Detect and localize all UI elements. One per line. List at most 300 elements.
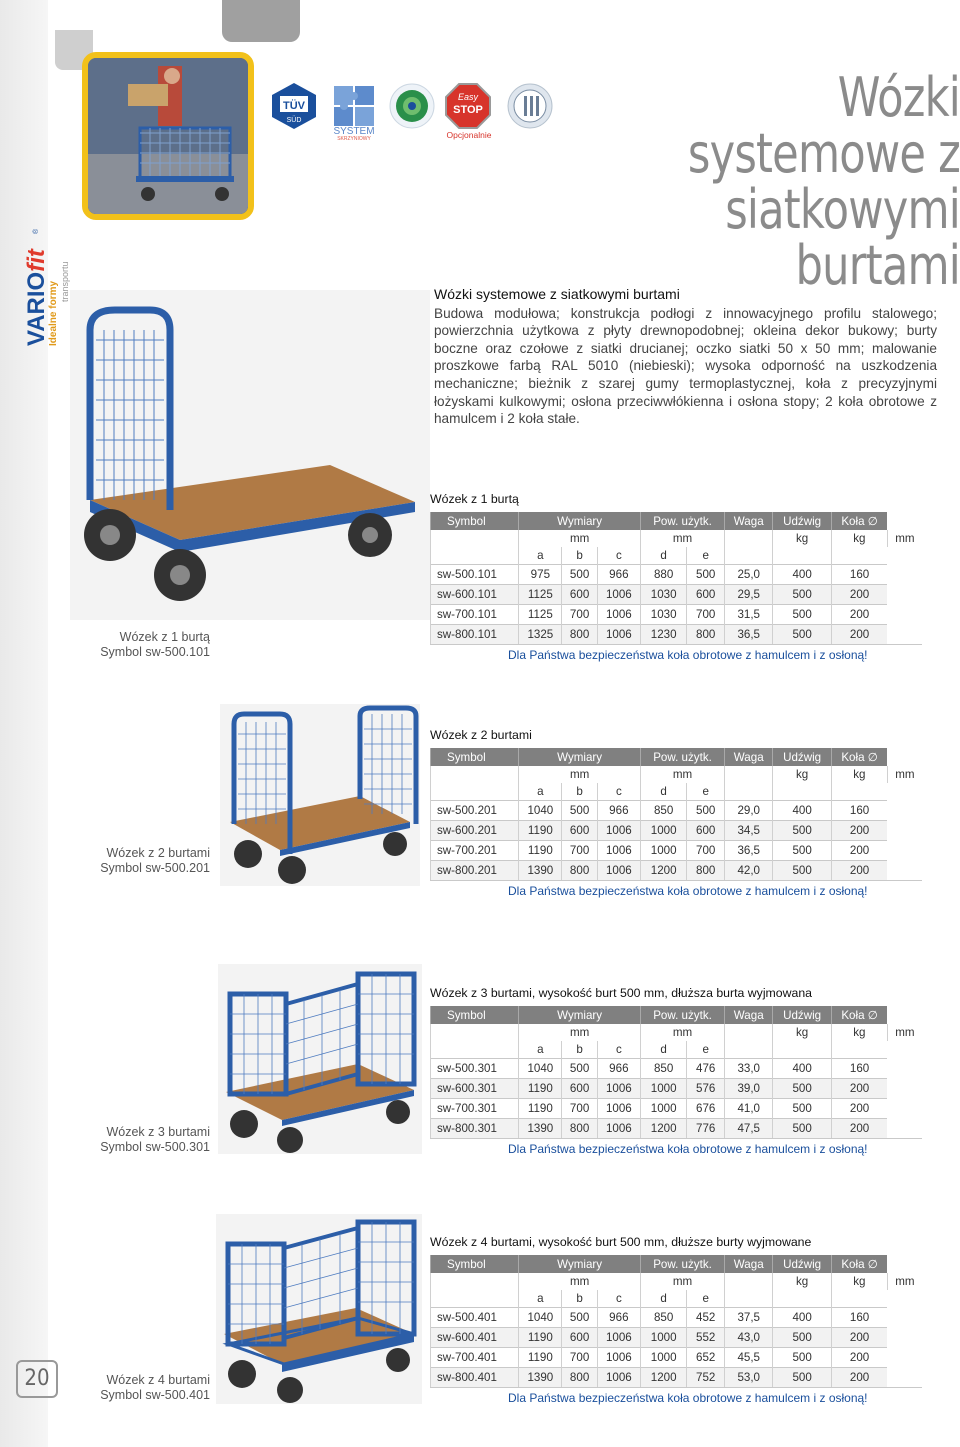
dimension-letter-cell: a xyxy=(519,783,562,801)
table-row xyxy=(431,1368,923,1388)
dimension-letter-cell: e xyxy=(687,547,725,565)
table-cell: 600 xyxy=(562,1079,597,1099)
column-header: Waga xyxy=(725,512,773,530)
unit-cell: mm xyxy=(519,1273,641,1290)
column-header: Symbol xyxy=(431,512,519,530)
table-cell: 600 xyxy=(562,1328,597,1348)
spec-table-4 xyxy=(430,1235,922,1408)
dimension-letter-cell: e xyxy=(687,1041,725,1059)
column-header: Koła ∅ xyxy=(831,748,887,766)
decorative-tab xyxy=(222,0,300,42)
unit-cell xyxy=(431,766,519,783)
tuv-sud-badge-icon xyxy=(270,82,318,130)
easy-stop-brake-icon xyxy=(444,82,492,130)
table-cell: 31,5 xyxy=(725,605,773,625)
table-cell: 500 xyxy=(773,585,831,605)
table-cell: sw-800.201 xyxy=(431,861,519,881)
puzzle-system-icon xyxy=(330,82,378,130)
dimension-letter-cell: a xyxy=(519,1290,562,1308)
table-cell: 1040 xyxy=(519,1059,562,1079)
table-cell: 1190 xyxy=(519,1099,562,1119)
table-cell: 200 xyxy=(831,861,887,881)
table-cell: 850 xyxy=(640,1059,686,1079)
column-header: Wymiary xyxy=(519,1255,641,1273)
dimension-letter-cell: e xyxy=(687,1290,725,1308)
spec-table-2 xyxy=(430,728,922,901)
table-cell: 700 xyxy=(562,605,597,625)
table-cell: 600 xyxy=(687,585,725,605)
table-cell: 966 xyxy=(597,1059,640,1079)
safety-note: Dla Państwa bezpieczeństwa koła obrotowe z hamulcem i z osłoną! xyxy=(430,1138,922,1159)
table-cell: 676 xyxy=(687,1099,725,1119)
unit-cell: mm xyxy=(887,766,922,783)
column-header: Symbol xyxy=(431,1006,519,1024)
table-cell: 1006 xyxy=(597,1119,640,1139)
column-header: Udźwig xyxy=(773,748,831,766)
table-cell: 1000 xyxy=(640,1348,686,1368)
column-header: Koła ∅ xyxy=(831,1255,887,1273)
dimension-letter-cell: c xyxy=(597,547,640,565)
table-cell: 600 xyxy=(562,585,597,605)
table-header-row xyxy=(431,1255,923,1273)
cart-1-panel-image xyxy=(70,290,430,620)
table-row xyxy=(431,565,923,585)
unit-cell xyxy=(725,1024,773,1041)
table-cell: sw-700.301 xyxy=(431,1099,519,1119)
table-cell: 500 xyxy=(562,1059,597,1079)
dimension-letter-cell: a xyxy=(519,1041,562,1059)
column-header: Udźwig xyxy=(773,1255,831,1273)
table-cell: 966 xyxy=(597,1308,640,1328)
table-cell: 160 xyxy=(831,1059,887,1079)
dimension-letter-cell xyxy=(725,783,773,801)
page-title: Wózki systemowe z siatkowymi burtami xyxy=(687,66,960,297)
table-cell: sw-800.301 xyxy=(431,1119,519,1139)
dimension-letter-cell xyxy=(431,1041,519,1059)
dimension-letter-cell: b xyxy=(562,1290,597,1308)
table-cell: 500 xyxy=(773,1119,831,1139)
table-cell: 1200 xyxy=(640,861,686,881)
unit-cell xyxy=(431,530,519,547)
table-cell: 200 xyxy=(831,625,887,645)
table-row xyxy=(431,605,923,625)
dimension-letter-cell xyxy=(725,1041,773,1059)
table-cell: 1006 xyxy=(597,1079,640,1099)
table-cell: 452 xyxy=(687,1308,725,1328)
table-cell: 200 xyxy=(831,841,887,861)
dimension-letters-row xyxy=(431,547,923,565)
spec-table xyxy=(430,1006,922,1138)
brand-tagline-bold: Idealne formy xyxy=(48,280,59,346)
cart-2-panels-image xyxy=(220,704,420,886)
optional-label: Opcjonalnie xyxy=(446,130,492,140)
table-cell: 1125 xyxy=(519,585,562,605)
table-cell: sw-600.401 xyxy=(431,1328,519,1348)
unit-cell xyxy=(431,1024,519,1041)
table-header-row xyxy=(431,748,923,766)
table-cell: 1006 xyxy=(597,821,640,841)
table-cell: 1006 xyxy=(597,861,640,881)
units-row xyxy=(431,766,923,783)
table-cell: 36,5 xyxy=(725,625,773,645)
table-cell: 500 xyxy=(773,1328,831,1348)
table-cell: 500 xyxy=(773,861,831,881)
unit-cell xyxy=(725,766,773,783)
dimension-letter-cell xyxy=(773,547,831,565)
dimension-letter-cell xyxy=(431,547,519,565)
table-cell: 29,0 xyxy=(725,801,773,821)
table-cell: sw-600.201 xyxy=(431,821,519,841)
table-cell: 800 xyxy=(687,861,725,881)
table-cell: 500 xyxy=(773,1368,831,1388)
table-cell: 975 xyxy=(519,565,562,585)
cart-3-caption: Wózek z 3 burtami Symbol sw-500.301 xyxy=(100,1125,210,1154)
dimension-letter-cell: c xyxy=(597,1041,640,1059)
spec-table-1 xyxy=(430,492,922,665)
spec-table-3 xyxy=(430,986,922,1159)
table-cell: 500 xyxy=(773,841,831,861)
table-cell: 1190 xyxy=(519,1328,562,1348)
table-cell: 1030 xyxy=(640,585,686,605)
units-row xyxy=(431,530,923,547)
table-cell: sw-800.401 xyxy=(431,1368,519,1388)
column-header: Waga xyxy=(725,1006,773,1024)
column-header: Udźwig xyxy=(773,1006,831,1024)
dimension-letter-cell: b xyxy=(562,1041,597,1059)
unit-cell: mm xyxy=(640,1273,724,1290)
unit-cell: mm xyxy=(887,1024,922,1041)
svg-text:SÜD: SÜD xyxy=(286,117,302,124)
table-cell: 1200 xyxy=(640,1368,686,1388)
table-cell: 700 xyxy=(562,1348,597,1368)
table-title: Wózek z 4 burtami, wysokość burt 500 mm, dłuższe burty wyjmowane xyxy=(430,1235,812,1249)
table-cell: 1190 xyxy=(519,1079,562,1099)
wheel-tread-icon xyxy=(388,82,436,130)
table-cell: 1006 xyxy=(597,1099,640,1119)
column-header: Wymiary xyxy=(519,512,641,530)
table-cell: 850 xyxy=(640,801,686,821)
unit-cell: mm xyxy=(640,766,724,783)
spec-table xyxy=(430,512,922,644)
cart-4-panels-image xyxy=(216,1214,422,1404)
table-cell: sw-600.101 xyxy=(431,585,519,605)
units-row xyxy=(431,1024,923,1041)
table-cell: 36,5 xyxy=(725,841,773,861)
table-cell: 500 xyxy=(687,801,725,821)
column-header: Pow. użytk. xyxy=(640,1255,724,1273)
svg-text:Easy: Easy xyxy=(457,92,479,102)
table-cell: 1230 xyxy=(640,625,686,645)
table-cell: 1190 xyxy=(519,1348,562,1368)
column-header: Pow. użytk. xyxy=(640,1006,724,1024)
table-cell: 45,5 xyxy=(725,1348,773,1368)
table-cell: 500 xyxy=(773,1099,831,1119)
cart-4-caption: Wózek z 4 burtami Symbol sw-500.401 xyxy=(100,1373,210,1402)
table-cell: 1006 xyxy=(597,625,640,645)
dimension-letter-cell: e xyxy=(687,783,725,801)
table-cell: 25,0 xyxy=(725,565,773,585)
units-row xyxy=(431,1273,923,1290)
table-cell: 776 xyxy=(687,1119,725,1139)
table-cell: 552 xyxy=(687,1328,725,1348)
table-cell: 500 xyxy=(773,1079,831,1099)
column-header: Symbol xyxy=(431,748,519,766)
brand-name: VARIOfit xyxy=(23,249,50,346)
dimension-letter-cell xyxy=(773,1041,831,1059)
unit-cell: kg xyxy=(773,1024,831,1041)
table-cell: 500 xyxy=(773,1348,831,1368)
table-cell: 800 xyxy=(562,1119,597,1139)
dimension-letters-row xyxy=(431,1041,923,1059)
table-cell: 200 xyxy=(831,1368,887,1388)
dimension-letter-cell xyxy=(725,547,773,565)
table-cell: 880 xyxy=(640,565,686,585)
table-cell: 200 xyxy=(831,1119,887,1139)
table-cell: 500 xyxy=(562,565,597,585)
dimension-letter-cell xyxy=(831,783,887,801)
table-cell: 47,5 xyxy=(725,1119,773,1139)
dimension-letter-cell xyxy=(431,783,519,801)
table-cell: 200 xyxy=(831,1099,887,1119)
table-cell: 400 xyxy=(773,565,831,585)
table-cell: 600 xyxy=(687,821,725,841)
table-row xyxy=(431,1099,923,1119)
dimension-letter-cell: a xyxy=(519,547,562,565)
cart-1-caption: Wózek z 1 burtą Symbol sw-500.101 xyxy=(100,630,210,659)
dimension-letters-row xyxy=(431,783,923,801)
table-cell: 1030 xyxy=(640,605,686,625)
table-cell: 800 xyxy=(687,625,725,645)
table-cell: 500 xyxy=(773,625,831,645)
table-row xyxy=(431,1079,923,1099)
table-cell: 1000 xyxy=(640,1079,686,1099)
table-cell: 33,0 xyxy=(725,1059,773,1079)
unit-cell: kg xyxy=(831,530,887,547)
table-cell: 200 xyxy=(831,821,887,841)
table-cell: 1390 xyxy=(519,1368,562,1388)
table-cell: 800 xyxy=(562,625,597,645)
table-cell: 1006 xyxy=(597,1348,640,1368)
table-cell: 37,5 xyxy=(725,1308,773,1328)
unit-cell: kg xyxy=(773,766,831,783)
unit-cell: kg xyxy=(831,766,887,783)
unit-cell xyxy=(725,1273,773,1290)
unit-cell: mm xyxy=(519,1024,641,1041)
table-title: Wózek z 1 burtą xyxy=(430,492,519,506)
dimension-letter-cell xyxy=(431,1290,519,1308)
svg-text:STOP: STOP xyxy=(453,104,483,116)
table-cell: 1000 xyxy=(640,1328,686,1348)
column-header: Wymiary xyxy=(519,1006,641,1024)
intro-title: Wózki systemowe z siatkowymi burtami xyxy=(434,286,680,302)
table-cell: 1390 xyxy=(519,1119,562,1139)
column-header: Waga xyxy=(725,748,773,766)
dimension-letter-cell: c xyxy=(597,1290,640,1308)
column-header: Pow. użytk. xyxy=(640,512,724,530)
table-cell: 34,5 xyxy=(725,821,773,841)
table-cell: 700 xyxy=(562,841,597,861)
unit-cell xyxy=(725,530,773,547)
column-header: Waga xyxy=(725,1255,773,1273)
table-cell: 200 xyxy=(831,1348,887,1368)
table-cell: sw-700.201 xyxy=(431,841,519,861)
svg-text:TÜV: TÜV xyxy=(283,100,305,112)
dimension-letter-cell: d xyxy=(640,1041,686,1059)
unit-cell: mm xyxy=(640,1024,724,1041)
table-cell: sw-500.201 xyxy=(431,801,519,821)
cart-3-panels-image xyxy=(218,964,422,1154)
dimension-letter-cell xyxy=(831,547,887,565)
table-row xyxy=(431,585,923,605)
table-cell: 700 xyxy=(687,841,725,861)
spec-table xyxy=(430,1255,922,1387)
table-cell: 1000 xyxy=(640,821,686,841)
table-cell: 850 xyxy=(640,1308,686,1328)
column-header: Wymiary xyxy=(519,748,641,766)
unit-cell: mm xyxy=(640,530,724,547)
page-number: 20 xyxy=(16,1360,58,1398)
table-cell: 29,5 xyxy=(725,585,773,605)
table-header-row xyxy=(431,512,923,530)
foot-guard-icon xyxy=(506,82,554,130)
unit-cell: mm xyxy=(519,530,641,547)
table-cell: 1000 xyxy=(640,841,686,861)
table-cell: 1000 xyxy=(640,1099,686,1119)
spec-table xyxy=(430,748,922,880)
table-cell: sw-700.101 xyxy=(431,605,519,625)
table-row xyxy=(431,625,923,645)
intro-body: Budowa modułowa; konstrukcja podłogi z innowacyjnego profilu stalowego; powierzchnia użytkowa z płyty drewnopodobnej; okleina dekor bukowy; burty boczne oraz czołowe z siatki drucianej; oczko siatki 50 x 50 mm; malowanie proszkowe farbą RAL 5010 (niebieski); wysoka odporność na uszkodzenia mechaniczne; bieżnik z szarej gumy termoplastycznej, koła z precyzyjnymi łożyskami kulkowymi; osłona przeciwwłókienna i osłona stopy; 2 koła obrotowe z hamulcem i 2 koła stałe. xyxy=(434,305,937,427)
table-cell: 1325 xyxy=(519,625,562,645)
table-cell: 500 xyxy=(562,801,597,821)
table-cell: 53,0 xyxy=(725,1368,773,1388)
table-cell: 652 xyxy=(687,1348,725,1368)
intro-section xyxy=(434,286,937,428)
dimension-letter-cell: d xyxy=(640,1290,686,1308)
table-cell: 476 xyxy=(687,1059,725,1079)
system-sub-label: SKRZYNIOWY xyxy=(337,136,371,142)
table-cell: 500 xyxy=(773,605,831,625)
dimension-letters-row xyxy=(431,1290,923,1308)
table-cell: 1006 xyxy=(597,605,640,625)
table-cell: 200 xyxy=(831,605,887,625)
table-cell: 160 xyxy=(831,1308,887,1328)
table-cell: 700 xyxy=(687,605,725,625)
table-row xyxy=(431,1328,923,1348)
dimension-letter-cell xyxy=(725,1290,773,1308)
table-row xyxy=(431,861,923,881)
column-header: Koła ∅ xyxy=(831,512,887,530)
table-cell: 1190 xyxy=(519,841,562,861)
unit-cell: mm xyxy=(519,766,641,783)
table-cell: 752 xyxy=(687,1368,725,1388)
unit-cell xyxy=(431,1273,519,1290)
table-cell: sw-500.101 xyxy=(431,565,519,585)
table-cell: 800 xyxy=(562,861,597,881)
dimension-letter-cell xyxy=(773,783,831,801)
left-margin-strip xyxy=(0,0,48,1447)
brand-registered-mark: ® xyxy=(33,228,40,234)
table-row xyxy=(431,821,923,841)
table-title: Wózek z 3 burtami, wysokość burt 500 mm, dłuższa burta wyjmowana xyxy=(430,986,813,1000)
table-cell: sw-700.401 xyxy=(431,1348,519,1368)
cart-2-caption: Wózek z 2 burtami Symbol sw-500.201 xyxy=(100,846,210,875)
dimension-letter-cell: b xyxy=(562,783,597,801)
dimension-letter-cell xyxy=(831,1290,887,1308)
table-cell: 966 xyxy=(597,565,640,585)
safety-note: Dla Państwa bezpieczeństwa koła obrotowe z hamulcem i z osłoną! xyxy=(430,1387,922,1408)
safety-note: Dla Państwa bezpieczeństwa koła obrotowe z hamulcem i z osłoną! xyxy=(430,644,922,665)
table-cell: sw-500.401 xyxy=(431,1308,519,1328)
table-cell: 160 xyxy=(831,801,887,821)
dimension-letter-cell: d xyxy=(640,783,686,801)
system-label: SYSTEM xyxy=(333,126,375,137)
table-cell: 1200 xyxy=(640,1119,686,1139)
unit-cell: kg xyxy=(831,1273,887,1290)
table-cell: 39,0 xyxy=(725,1079,773,1099)
table-cell: 1006 xyxy=(597,1328,640,1348)
table-cell: 1040 xyxy=(519,801,562,821)
table-cell: 1125 xyxy=(519,605,562,625)
table-row xyxy=(431,1308,923,1328)
table-cell: 966 xyxy=(597,801,640,821)
table-cell: sw-600.301 xyxy=(431,1079,519,1099)
column-header: Udźwig xyxy=(773,512,831,530)
dimension-letter-cell xyxy=(831,1041,887,1059)
table-cell: 160 xyxy=(831,565,887,585)
table-cell: 1190 xyxy=(519,821,562,841)
table-cell: 500 xyxy=(562,1308,597,1328)
table-cell: 1390 xyxy=(519,861,562,881)
hero-photo xyxy=(82,52,254,220)
table-cell: 1006 xyxy=(597,585,640,605)
table-cell: 400 xyxy=(773,1059,831,1079)
table-cell: 42,0 xyxy=(725,861,773,881)
column-header: Symbol xyxy=(431,1255,519,1273)
unit-cell: mm xyxy=(887,530,922,547)
unit-cell: kg xyxy=(773,530,831,547)
table-cell: 1006 xyxy=(597,1368,640,1388)
table-cell: 400 xyxy=(773,1308,831,1328)
unit-cell: kg xyxy=(773,1273,831,1290)
table-row xyxy=(431,1348,923,1368)
table-cell: 1040 xyxy=(519,1308,562,1328)
table-row xyxy=(431,1119,923,1139)
table-cell: 41,0 xyxy=(725,1099,773,1119)
column-header: Koła ∅ xyxy=(831,1006,887,1024)
table-row xyxy=(431,1059,923,1079)
unit-cell: kg xyxy=(831,1024,887,1041)
table-cell: 600 xyxy=(562,821,597,841)
table-cell: 200 xyxy=(831,585,887,605)
table-cell: 500 xyxy=(773,821,831,841)
safety-note: Dla Państwa bezpieczeństwa koła obrotowe z hamulcem i z osłoną! xyxy=(430,880,922,901)
table-cell: 43,0 xyxy=(725,1328,773,1348)
table-cell: 200 xyxy=(831,1079,887,1099)
table-row xyxy=(431,841,923,861)
dimension-letter-cell xyxy=(773,1290,831,1308)
table-cell: sw-800.101 xyxy=(431,625,519,645)
brand-tagline: transportu xyxy=(60,261,70,302)
dimension-letter-cell: c xyxy=(597,783,640,801)
dimension-letter-cell: b xyxy=(562,547,597,565)
table-cell: 1006 xyxy=(597,841,640,861)
unit-cell: mm xyxy=(887,1273,922,1290)
table-cell: 800 xyxy=(562,1368,597,1388)
table-cell: 576 xyxy=(687,1079,725,1099)
table-cell: 400 xyxy=(773,801,831,821)
table-cell: 700 xyxy=(562,1099,597,1119)
